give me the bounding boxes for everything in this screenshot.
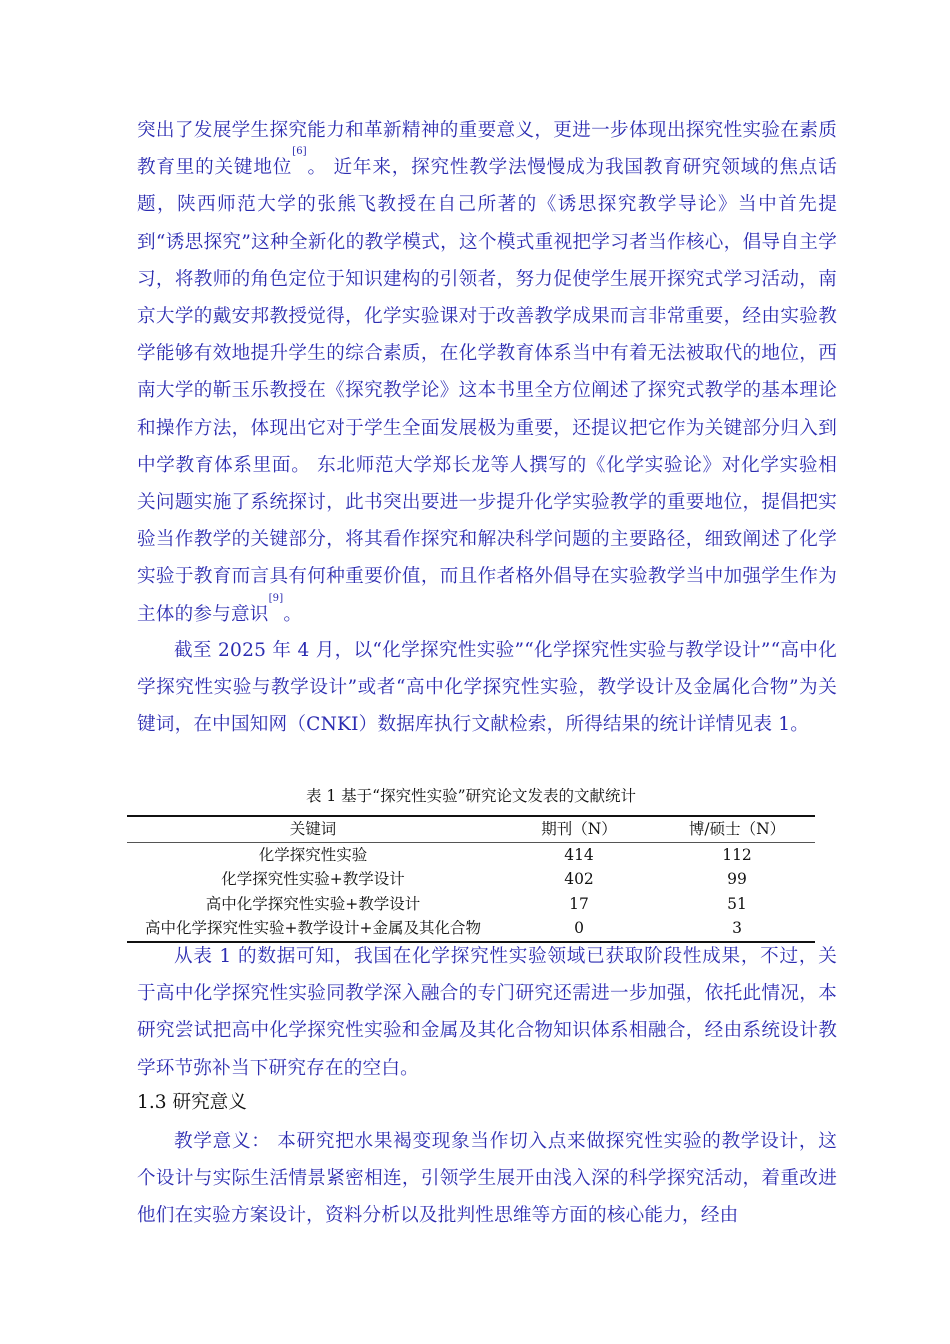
cell-keyword: 化学探究性实验	[258, 845, 368, 864]
paragraph-text: 从表 1 的数据可知，我国在化学探究性实验领域已获取阶段性成果，不过，关于高中化学探究性实验同教学深入融合的专门研究还需进一步加强，依托此情况，本研究尝试把高中化学探究性实验和金属及其化合物知识体系相融合，经由系统设计教学环节弥补当下研究存在的空白。	[137, 946, 837, 1079]
paragraph-text: 突出了发展学生探究能力和革新精神的重要意义，更进一步体现出探究性实验在素质教育里的关键地位	[137, 120, 837, 179]
cell-journals: 0	[574, 919, 584, 937]
section-heading: 1.3 研究意义	[137, 1092, 247, 1113]
cell-journals: 17	[569, 894, 589, 913]
citation-6: [6]	[292, 146, 307, 158]
citation-9: [9]	[268, 592, 284, 604]
cell-journals: 402	[564, 870, 594, 888]
cell-keyword: 高中化学探究性实验+教学设计	[205, 894, 421, 913]
paragraph-teaching-significance	[137, 1123, 837, 1235]
table-header-row	[127, 816, 815, 842]
paragraph-text: 截至 2025 年 4 月，以“化学探究性实验”“化学探究性实验与教学设计”“高中化学探究性实验与教学设计”或者“高中化学探究性实验，教学设计及金属化合物”为关键词，在中国知网（CNKI）数据库执行文献检索，所得结果的统计详情见表 1。	[137, 640, 837, 736]
cell-keyword: 高中化学探究性实验+教学设计+金属及其化合物	[145, 919, 481, 937]
paragraph-search-method	[137, 632, 837, 744]
cell-theses: 99	[727, 870, 747, 888]
paragraph-text: 教学意义： 本研究把水果褐变现象当作切入点来做探究性实验的教学设计，这个设计与实际生活情景紧密相连，引领学生展开由浅入深的科学探究活动，着重改进他们在实验方案设计，资料分析以及批判性思维等方面的核心能力，经由	[137, 1131, 837, 1227]
paragraph-table-analysis	[137, 938, 837, 1087]
header-keyword: 关键词	[289, 820, 337, 838]
table-caption: 表 1 基于“探究性实验”研究论文发表的文献统计	[305, 787, 637, 805]
cell-keyword: 化学探究性实验+教学设计	[221, 870, 405, 888]
table-row	[127, 867, 815, 892]
paragraph-text: 。	[283, 603, 303, 625]
paragraph-literature-review	[137, 112, 837, 633]
cell-theses: 3	[732, 919, 742, 937]
paragraph-text: 。 近年来，探究性教学法慢慢成为我国教育研究领域的焦点话题，陕西师范大学的张熊飞教授在自己所著的《诱思探究教学导论》当中首先提到“诱思探究”这种全新化的教学模式，这个模式重视把学习者当作核心，倡导自主学习，将教师的角色定位于知识建构的引领者，努力促使学生展开探究式学习活动，南京大学的戴安邦教授觉得，化学实验课对于改善教学成果而言非常重要，经由实验教学能够有效地提升学生的综合素质，在化学教育体系当中有着无法被取代的地位，西南大学的靳玉乐教授在《探究教学论》这本书里全方位阐述了探究式教学的基本理论和操作方法，体现出它对于学生全面发展极为重要，还提议把它作为关键部分归入到中学教育体系里面。 东北师范大学郑长龙等人撰写的《化学实验论》对化学实验相关问题实施了系统探讨，此书突出要进一步提升化学实验教学的重要地位，提倡把实验当作教学的关键部分，将其看作探究和解决科学问题的主要路径，细致阐述了化学实验于教育而言具有何种重要价值，而且作者格外倡导在实验教学当中加强学生作为主体的参与意识	[137, 157, 837, 625]
cell-journals: 414	[564, 845, 594, 864]
table-row	[127, 842, 815, 867]
literature-stats-table	[127, 815, 815, 943]
cell-theses: 112	[722, 845, 752, 864]
cell-theses: 51	[727, 894, 747, 913]
table-row	[127, 892, 815, 917]
header-journals: 期刊（N）	[541, 820, 617, 838]
header-theses: 博/硕士（N）	[688, 820, 786, 838]
